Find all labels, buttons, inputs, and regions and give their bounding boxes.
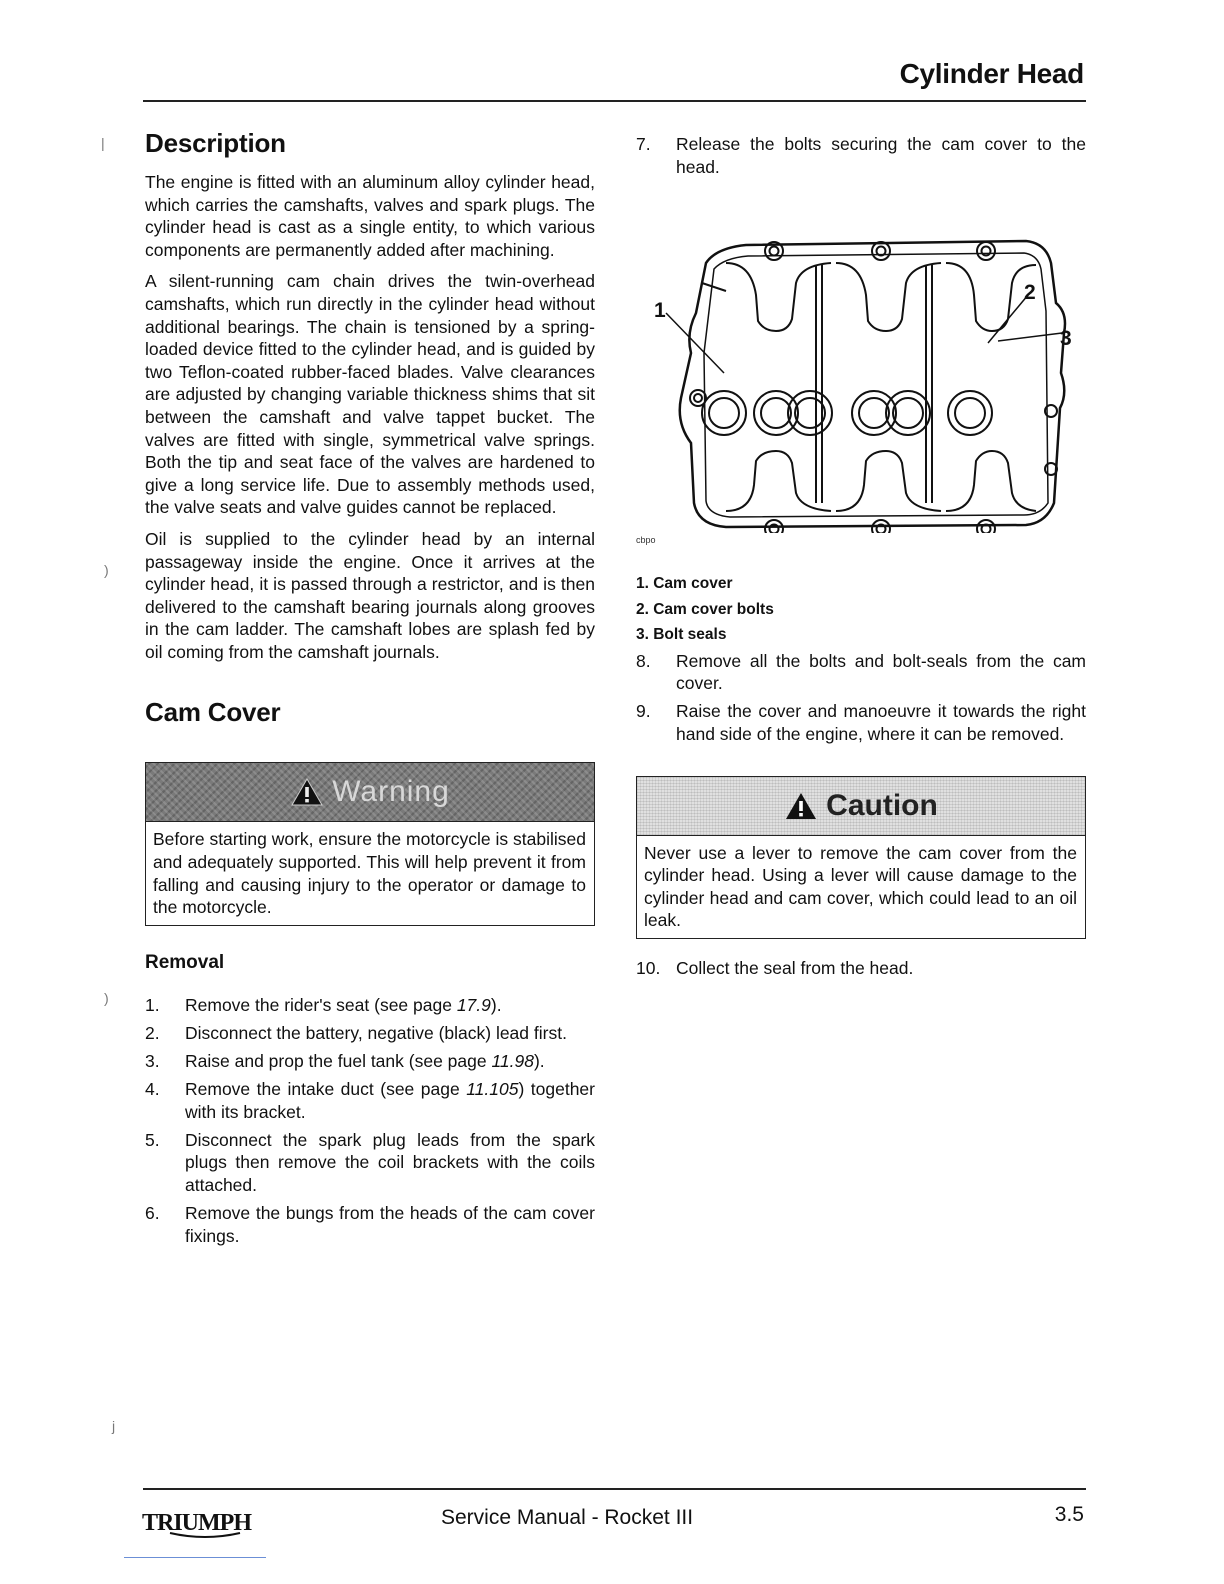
page-reference: 11.98 — [491, 1051, 534, 1072]
figure-callout: 2 — [1024, 281, 1036, 305]
footer-rule — [143, 1488, 1086, 1490]
removal-step — [145, 1202, 595, 1247]
step-text: ) together with its bracket. — [185, 1079, 595, 1122]
caution-triangle-icon — [784, 791, 818, 821]
figure-legend-item: 2. Cam cover bolts — [636, 600, 774, 618]
removal-steps-list — [636, 957, 1086, 980]
svg-text:TRIUMPH: TRIUMPH — [142, 1510, 251, 1536]
triumph-logo-icon — [140, 1505, 270, 1539]
step-text: Release the bolts securing the cam cover to the head. — [676, 134, 1086, 177]
removal-steps-list — [636, 650, 1086, 746]
right-column — [636, 133, 1086, 985]
step-text: Remove the intake duct (see page — [185, 1079, 467, 1100]
triumph-logo — [140, 1505, 270, 1544]
figure-legend-item: 1. Cam cover — [636, 575, 733, 593]
step-number: 7. — [636, 134, 651, 154]
figure-code: cbpo — [636, 535, 656, 546]
footer-link-underline — [124, 1557, 266, 1558]
step-text: Collect the seal from the head. — [676, 957, 914, 978]
removal-step — [636, 133, 1086, 178]
description-heading: Description — [145, 128, 286, 158]
step-text: Raise and prop the fuel tank (see page — [185, 1051, 492, 1072]
description-paragraph: A silent-running cam chain drives the twin-overhead camshafts, which run directly in the cylinder head without additional bearings. The chain is tensioned by a spring-loaded device fitted to the cylinder head, and is guided by two Teflon-coated rubber-faced blades. Valve clearances are adjusted by changing variable thickness shims that sit between the camshaft and valve tappet bucket. The valves are fitted with single, symmetrical valve springs. Both the tip and seat face of the valves are hardened to give a long service life. Due to assembly methods used, the valve seats and valve guides cannot be replaced. — [145, 271, 595, 518]
scan-margin-mark: ) — [104, 562, 109, 578]
caution-box — [636, 776, 1086, 939]
cam-cover-heading: Cam Cover — [145, 697, 281, 728]
step-number: 2. — [145, 1022, 160, 1043]
cam-cover-illustration — [636, 203, 1086, 533]
scan-margin-mark: j — [112, 1418, 116, 1434]
step-number: 8. — [636, 650, 651, 671]
description-paragraph: Oil is supplied to the cylinder head by an internal passageway inside the engine. Once it arrives at the cylinder head, it is passed through a restrictor, and is then delivered to the camshaft bearing journals along grooves in the cam ladder. The camshaft lobes are splash fed by oil coming from the camshaft journals. — [145, 528, 595, 662]
description-paragraph: The engine is fitted with an aluminum alloy cylinder head, which carries the camshafts, valves and spark plugs. The cylinder head is cast as a single entity, to which various components are permanently added after machining. — [145, 172, 595, 260]
removal-step — [145, 1078, 595, 1123]
figure-legend-item: 3. Bolt seals — [636, 626, 727, 644]
footer-manual-title: Service Manual - Rocket III — [441, 1506, 694, 1529]
figure-callout: 1 — [654, 299, 666, 323]
figure-callout: 3 — [1060, 327, 1072, 351]
removal-step — [145, 1129, 595, 1197]
step-number: 10. — [636, 957, 661, 978]
step-number: 9. — [636, 701, 651, 722]
page-reference: 17.9 — [456, 994, 491, 1015]
step-number: 5. — [145, 1129, 160, 1150]
cam-cover-figure — [636, 203, 1086, 533]
caution-header — [637, 777, 1085, 835]
step-text: ). — [533, 1051, 545, 1072]
step-text: Remove all the bolts and bolt-seals from the cam cover. — [676, 650, 1086, 694]
removal-step — [636, 700, 1086, 745]
caution-label: Caution — [826, 788, 938, 822]
warning-text: Before starting work, ensure the motorcycle is stabilised and adequately supported. This will help prevent it from falling and causing injury to the operator or damage to the motorcycle. — [146, 821, 594, 924]
left-column — [145, 128, 595, 1253]
warning-box — [145, 762, 595, 925]
footer-page-number: 3.5 — [1054, 1503, 1084, 1526]
removal-step — [636, 650, 1086, 695]
step-number: 4. — [145, 1079, 160, 1100]
step-text: Remove the bungs from the heads of the cam cover fixings. — [185, 1203, 595, 1246]
removal-steps-list — [145, 994, 595, 1247]
step-text: ). — [490, 994, 502, 1015]
step-number: 1. — [145, 994, 160, 1015]
step-number: 6. — [145, 1203, 160, 1224]
page-reference: 11.105 — [466, 1079, 519, 1100]
page-header-title: Cylinder Head — [899, 58, 1084, 89]
warning-header — [146, 763, 594, 821]
step-number: 3. — [145, 1051, 160, 1072]
removal-step — [636, 957, 1086, 980]
scan-margin-mark: ) — [104, 990, 109, 1006]
caution-text: Never use a lever to remove the cam cover from the cylinder head. Using a lever will cause damage to the cylinder head and cam cover, which could lead to an oil leak. — [637, 835, 1085, 938]
header-rule — [143, 100, 1086, 102]
removal-step — [145, 994, 595, 1017]
removal-heading: Removal — [145, 951, 225, 973]
step-text: Disconnect the spark plug leads from the spark plugs then remove the coil brackets with the coils attached. — [185, 1129, 595, 1195]
step-text: Remove the rider's seat (see page — [185, 994, 457, 1015]
step-text: Raise the cover and manoeuvre it towards the right hand side of the engine, where it can be removed. — [676, 701, 1086, 744]
removal-steps-list — [636, 133, 1086, 178]
warning-label: Warning — [332, 775, 450, 809]
scan-margin-mark: | — [101, 135, 105, 151]
warning-triangle-icon — [290, 777, 324, 807]
step-text: Disconnect the battery, negative (black) lead first. — [185, 1022, 567, 1043]
removal-step — [145, 1022, 595, 1045]
removal-step — [145, 1050, 595, 1073]
